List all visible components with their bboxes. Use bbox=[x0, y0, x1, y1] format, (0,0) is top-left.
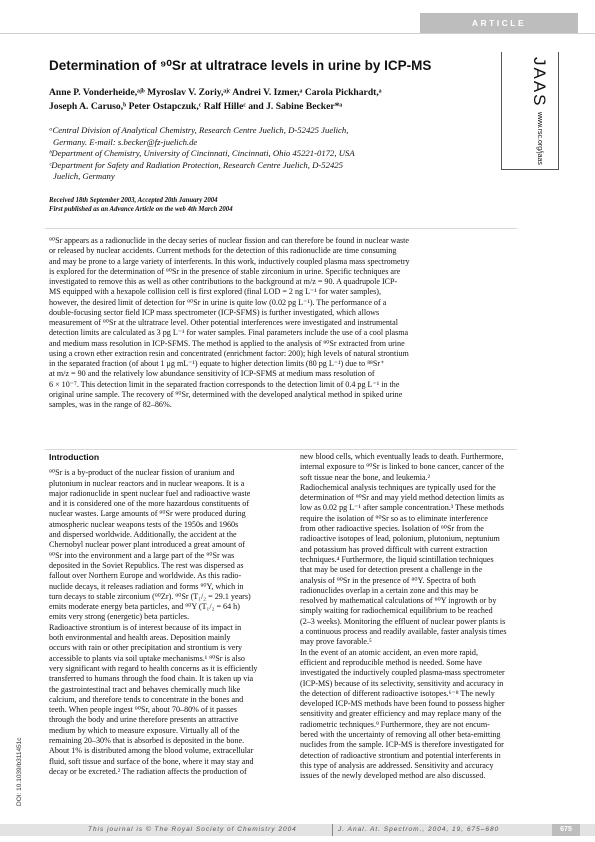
body-text-line: both environmental and health areas. Deposition mainly bbox=[49, 633, 231, 643]
doi-label: DOI: 10.1039/b311451c bbox=[16, 737, 23, 806]
body-text-line: internal exposure to ⁹⁰Sr is linked to bone cancer, cancer of the bbox=[300, 462, 504, 472]
body-text-line: from other radioactive species. Isolation of ⁹⁰Sr from the bbox=[300, 524, 484, 534]
footer-copyright: This journal is © The Royal Society of Chemistry 2004 bbox=[88, 826, 297, 833]
abstract-bottom-rule bbox=[45, 449, 517, 450]
abstract-line: ⁹⁰Sr appears as a radionuclide in the decay series of nuclear fission and can therefore be found in nuclear waste bbox=[49, 236, 410, 245]
body-text-line: resolved by mathematical calculations of ⁹⁰Y ingrowth or by bbox=[300, 596, 497, 606]
body-text-line: techniques.⁴ Furthermore, the liquid scintillation techniques bbox=[300, 554, 494, 564]
affiliation-line: ᶜDepartment for Safety and Radiation Protection, Research Centre Juelich, D-52425 bbox=[49, 159, 343, 170]
affiliation-line: Germany. E-mail: s.becker@fz-juelich.de bbox=[53, 136, 198, 147]
body-text-line: accessible to plants via soil uptake mechanisms.¹ ⁹⁰Sr is also bbox=[49, 653, 245, 663]
body-text-line: fallout over Northern Europe and worldwide. As this radio- bbox=[49, 571, 242, 581]
body-text-line: (ICP-MS) because of its selectivity, sensitivity and accuracy in bbox=[300, 678, 504, 688]
body-text-line: teeth. When people ingest ⁹⁰Sr, about 70–80% of it passes bbox=[49, 705, 237, 715]
header-rule bbox=[0, 33, 595, 34]
body-column-left bbox=[49, 452, 281, 777]
body-text-line: determination of ⁹⁰Sr and may yield method detection limits as bbox=[300, 493, 505, 503]
abstract-line: using a crown ether extraction resin and concentrated (enrichment factor: 200); high levels of natural strontium bbox=[49, 348, 409, 358]
first-published-date: First published as an Advance Article on the web 4th March 2004 bbox=[49, 206, 233, 213]
abstract-line: 6 × 10⁻⁷. This detection limit in the separated fraction corresponds to the detection limit of 0.4 pg L⁻¹ in the bbox=[49, 379, 400, 389]
affiliation-line: Juelich, Germany bbox=[53, 171, 115, 182]
body-text-line: through the body and urine therefore presents an attractive bbox=[49, 715, 239, 725]
body-text-line: the detection of different radioactive isotopes.⁶⁻⁸ The newly bbox=[300, 688, 495, 698]
journal-name: JAAS bbox=[530, 57, 549, 108]
body-text-line: ⁹⁰Sr is a by-product of the nuclear fission of uranium and bbox=[49, 468, 235, 478]
body-text-line: radionuclides overlap in a certain zone and this may be bbox=[300, 585, 479, 595]
body-text-line: nuclides from the sample. ICP-MS is therefore investigated for bbox=[300, 740, 504, 750]
abstract-line: investigated to remove this as well as other contributions to the background at m/z = 90. A quadrupole ICP- bbox=[49, 277, 398, 286]
section-heading: Introduction bbox=[49, 452, 100, 462]
body-text-line: emits moderate energy beta particles, and ⁹⁰Y (T₁/₂ = 64 h) bbox=[49, 602, 240, 612]
abstract-line: and medium mass resolution in ICP-SFMS. The method is applied to the analysis of ⁹⁰Sr extracted from urine bbox=[49, 338, 405, 348]
abstract-line: in the separated fraction (of about 1 μg mL⁻¹) equate to higher detection limits (80 pg L⁻¹) due to ⁸⁸Sr⁺ bbox=[49, 359, 385, 368]
body-text-line: nuclear wastes. Large amounts of ⁹⁰Sr were produced during bbox=[49, 509, 246, 519]
affiliations bbox=[49, 125, 489, 183]
affiliation-line: ᵇDepartment of Chemistry, University of Cincinnati, Cincinnati, Ohio 45221-0172, USA bbox=[49, 148, 355, 159]
abstract-line: MS equipped with a hexapole collision cell is first explored (final LOD = 2 ng L⁻¹ for water samples), bbox=[49, 287, 382, 297]
body-text-line: efficient and reproducible method is needed. Some have bbox=[300, 657, 482, 667]
body-text-line: major radionuclide in spent nuclear fuel and radioactive waste bbox=[49, 488, 251, 498]
body-text-line: plutonium in nuclear reactors and in nuclear weapons. It is a bbox=[49, 478, 245, 488]
body-text-line: Chernobyl nuclear power plant introduced a great amount of bbox=[49, 540, 245, 550]
body-text-line: issues of the newly developed method are also discussed. bbox=[300, 771, 486, 781]
body-text-line: ⁹⁰Sr into the environment and a large part of the ⁹⁰Sr was bbox=[49, 550, 235, 560]
abstract-line: detection limits are calculated as 3 pg L⁻¹ for water samples. Final parameters include the use of a cool plasma bbox=[49, 328, 409, 338]
body-text-line: and it is considered one of the more hazardous constituents of bbox=[49, 499, 250, 509]
abstract-line: is explored for the determination of ⁹⁰Sr in the presence of stable zirconium in urine. Specific techniques are bbox=[49, 266, 401, 276]
author-line: Anne P. Vonderheide,ᵃʲᵇ Myroslav V. Zoriy,ᵃʲᶜ Andrei V. Izmer,ᵃ Carola Pickhardt,ᵃ bbox=[49, 87, 382, 98]
body-text-line: that may be used for detection present a challenge in the bbox=[300, 565, 483, 575]
abstract-top-rule bbox=[45, 228, 517, 229]
publication-dates bbox=[49, 196, 489, 214]
author-list bbox=[49, 86, 494, 114]
body-text-line: require the isolation of ⁹⁰Sr so as to eliminate interference bbox=[300, 513, 488, 523]
affiliation-line: ᵃCentral Division of Analytical Chemistry, Research Centre Juelich, D-52425 Juelich, bbox=[49, 125, 349, 135]
author-line: Joseph A. Caruso,ᵇ Peter Ostapczuk,ᶜ Ralf Hilleᶜ and J. Sabine Becker*ᵃ bbox=[49, 101, 343, 112]
body-text-line: and dispersed worldwide. Additionally, the accident at the bbox=[49, 530, 237, 540]
body-text-line: (2–3 weeks). Monitoring the effluent of nuclear power plants is bbox=[300, 616, 506, 626]
body-text-line: medium by which to measure exposure. Virtually all of the bbox=[49, 725, 240, 735]
body-text-line: occurs with rain or other precipitation and strontium is very bbox=[49, 643, 243, 653]
body-text-line: investigated the inductively coupled plasma-mass spectrometer bbox=[300, 668, 505, 678]
abstract-line: or released by nuclear accidents. Current methods for the detection of this radionuclide are time consuming bbox=[49, 246, 397, 256]
article-type-tab: ARTICLE bbox=[420, 13, 578, 33]
body-text-line: detection of radioactive strontium and potential interferents in bbox=[300, 750, 501, 760]
body-text-line: the gastrointestinal tract and behaves chemically much like bbox=[49, 684, 241, 694]
footer-separator bbox=[332, 824, 333, 836]
body-text-line: calcium, and therefore tends to concentrate in the bones and bbox=[49, 694, 244, 704]
body-text-line: sensitivity and greater efficiency and may replace many of the bbox=[300, 709, 502, 719]
body-text-line: radiometric techniques.⁹ Furthermore, they are not encum- bbox=[300, 719, 490, 729]
journal-url: www.rsc.org/jaas bbox=[536, 111, 543, 165]
footer-citation: J. Anal. At. Spectrom., 2004, 19, 675–680 bbox=[338, 826, 500, 833]
abstract-line: samples, was in the range of 82–86%. bbox=[49, 400, 172, 409]
body-text-line: developed ICP-MS methods have been found to possess higher bbox=[300, 699, 505, 709]
body-text-line: this type of analysis are addressed. Sensitivity and accuracy bbox=[300, 760, 494, 770]
journal-badge-text bbox=[507, 57, 551, 165]
body-text-line: analysis of ⁹⁰Sr in the presence of ⁹⁰Y. Spectra of both bbox=[300, 575, 476, 585]
body-text-line: and potassium has proved difficult with current extraction bbox=[300, 544, 488, 554]
body-text-line: In the event of an atomic accident, an even more rapid, bbox=[300, 647, 478, 657]
abstract-line: original urine sample. The recovery of ⁹⁰Sr, determined with the developed analytical method in spiked urine bbox=[49, 389, 403, 399]
body-text-line: About 1% is distributed among the blood volume, extracellular bbox=[49, 746, 254, 756]
body-text-line: turn decays to stable zirconium (⁹⁰Zr). ⁹⁰Sr (T₁/₂ = 29.1 years) bbox=[49, 591, 251, 601]
abstract-line: at m/z = 90 and the relatively low abundance sensitivity of ICP-SFMS at medium mass resolution of bbox=[49, 369, 375, 379]
body-text-line: soft tissue near the bone, and leukemia.² bbox=[300, 472, 431, 482]
abstract-line: however, the desired limit of detection for ⁹⁰Sr in urine is quite low (0.02 pg L⁻¹). The performance of a bbox=[49, 297, 387, 307]
body-text-line: radioactive isotopes of lead, polonium, plutonium, neptunium bbox=[300, 534, 500, 544]
body-text-line: atmospheric nuclear weapons tests of the 1950s and 1960s bbox=[49, 519, 239, 529]
body-text-line: new blood cells, which eventually leads to death. Furthermore, bbox=[300, 452, 504, 461]
body-text-line: nuclide decays, it releases radiation and forms ⁹⁰Y, which in bbox=[49, 581, 244, 591]
abstract-line: and may be prone to a large variety of interferents. In this work, inductively coupled plasma mass spectrometry bbox=[49, 256, 410, 266]
body-text-line: low as 0.02 pg L⁻¹ after sample concentration.³ These methods bbox=[300, 503, 504, 513]
paper-title: Determination of ⁹⁰Sr at ultratrace levels in urine by ICP-MS bbox=[49, 58, 432, 73]
body-text-line: fluid, soft tissue and surface of the bone, where it may stay and bbox=[49, 756, 254, 766]
body-text-line: simply waiting for radiochemical equilibrium to be reached bbox=[300, 606, 493, 616]
page-number: 675 bbox=[552, 824, 580, 836]
body-text-line: may prove favorable.⁵ bbox=[300, 637, 372, 647]
body-text-line: decay or be excreted.² The radiation affects the production of bbox=[49, 766, 247, 776]
body-text-line: transferred to humans through the food chain. It is taken up via bbox=[49, 674, 254, 684]
body-text-line: very significant with regard to health concerns as it is efficiently bbox=[49, 663, 258, 673]
received-date: Received 18th September 2003, Accepted 20th January 2004 bbox=[49, 197, 218, 204]
body-column-right bbox=[300, 452, 532, 782]
abstract-line: double-focusing sector field ICP mass spectrometer (ICP-SFMS) is further investigated, which allows bbox=[49, 307, 380, 317]
body-text-line: deposited in the Soviet Republics. The rest was dispersed as bbox=[49, 560, 244, 570]
abstract-line: measurement of ⁹⁰Sr at the ultratrace level. Other potential interferences were investigated and instrumental bbox=[49, 318, 399, 327]
body-text-line: emits very strong (energetic) beta particles. bbox=[49, 612, 190, 622]
body-text-line: Radiochemical analysis techniques are typically used for the bbox=[300, 482, 496, 492]
body-text-line: Radioactive strontium is of interest because of its impact in bbox=[49, 622, 242, 632]
abstract bbox=[49, 236, 510, 410]
body-text-line: a continuous process and readily available, faster analysis times bbox=[300, 627, 507, 637]
body-text-line: remaining 20–30% that is absorbed is deposited in the bone. bbox=[49, 736, 245, 746]
body-text-line: bered with the uncertainty of removing all other beta-emitting bbox=[300, 730, 501, 740]
